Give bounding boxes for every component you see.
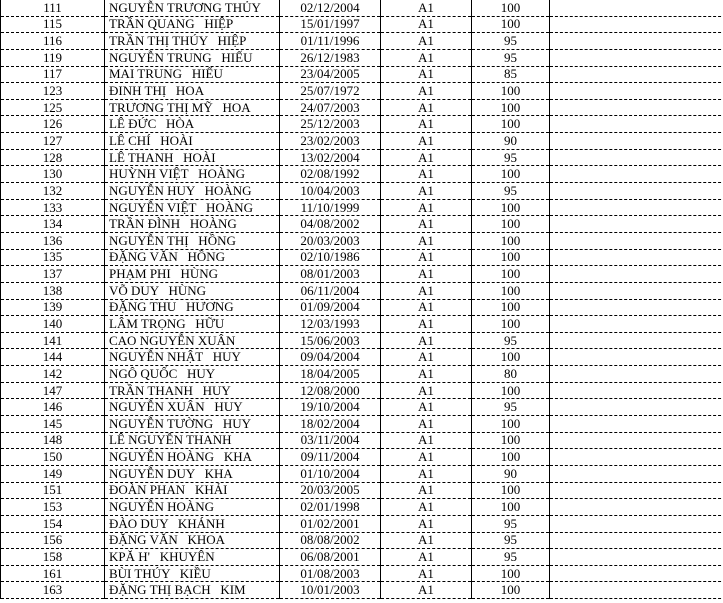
table-row (1, 549, 723, 566)
table-row (1, 116, 723, 133)
row-number-cell: 154 (1, 515, 105, 532)
empty-cell (550, 99, 723, 116)
table-row (1, 465, 723, 482)
empty-cell (550, 316, 723, 333)
full-name-cell: LÊ CHÍ HOÀI (105, 133, 280, 150)
row-number-cell: 128 (1, 149, 105, 166)
level-cell: A1 (381, 249, 472, 266)
row-number-cell: 119 (1, 49, 105, 66)
level-cell: A1 (381, 83, 472, 100)
birth-date-cell: 18/02/2004 (280, 416, 381, 433)
birth-date-cell: 20/03/2005 (280, 482, 381, 499)
level-cell: A1 (381, 366, 472, 383)
level-cell: A1 (381, 16, 472, 33)
table-row (1, 249, 723, 266)
level-cell: A1 (381, 499, 472, 516)
full-name-cell: NGUYỄN XUÂN HUY (105, 399, 280, 416)
empty-cell (550, 83, 723, 100)
level-cell: A1 (381, 482, 472, 499)
empty-cell (550, 216, 723, 233)
row-number-cell: 137 (1, 266, 105, 283)
empty-cell (550, 33, 723, 50)
full-name-cell: TRẦN QUANG HIỆP (105, 16, 280, 33)
level-cell: A1 (381, 116, 472, 133)
birth-date-cell: 26/12/1983 (280, 49, 381, 66)
birth-date-cell: 23/04/2005 (280, 66, 381, 83)
score-cell: 90 (472, 133, 550, 150)
row-number-cell: 139 (1, 299, 105, 316)
empty-cell (550, 0, 723, 16)
table-row (1, 216, 723, 233)
row-number-cell: 135 (1, 249, 105, 266)
table-row (1, 416, 723, 433)
row-number-cell: 141 (1, 332, 105, 349)
full-name-cell: ĐÀO DUY KHÁNH (105, 515, 280, 532)
table-row (1, 399, 723, 416)
row-number-cell: 148 (1, 432, 105, 449)
table-row (1, 149, 723, 166)
score-cell: 95 (472, 532, 550, 549)
empty-cell (550, 66, 723, 83)
full-name-cell: LÊ THANH HOÀI (105, 149, 280, 166)
row-number-cell: 125 (1, 99, 105, 116)
table-row (1, 199, 723, 216)
full-name-cell: NGÔ QUỐC HUY (105, 366, 280, 383)
table-row (1, 83, 723, 100)
score-cell: 100 (472, 166, 550, 183)
full-name-cell: TRẦN ĐÌNH HOÀNG (105, 216, 280, 233)
level-cell: A1 (381, 66, 472, 83)
empty-cell (550, 465, 723, 482)
birth-date-cell: 25/12/2003 (280, 116, 381, 133)
level-cell: A1 (381, 565, 472, 582)
full-name-cell: ĐẶNG THU HƯƠNG (105, 299, 280, 316)
table-row (1, 299, 723, 316)
birth-date-cell: 25/07/1972 (280, 83, 381, 100)
level-cell: A1 (381, 282, 472, 299)
table-row (1, 49, 723, 66)
score-cell: 95 (472, 399, 550, 416)
score-cell: 100 (472, 216, 550, 233)
full-name-cell: MAI TRUNG HIẾU (105, 66, 280, 83)
full-name-cell: LÊ NGUYỄN THANH (105, 432, 280, 449)
level-cell: A1 (381, 316, 472, 333)
score-cell: 100 (472, 99, 550, 116)
level-cell: A1 (381, 199, 472, 216)
empty-cell (550, 16, 723, 33)
score-cell: 95 (472, 149, 550, 166)
empty-cell (550, 166, 723, 183)
level-cell: A1 (381, 332, 472, 349)
level-cell: A1 (381, 183, 472, 200)
row-number-cell: 146 (1, 399, 105, 416)
empty-cell (550, 432, 723, 449)
row-number-cell: 133 (1, 199, 105, 216)
score-cell: 100 (472, 199, 550, 216)
birth-date-cell: 01/09/2004 (280, 299, 381, 316)
score-cell: 100 (472, 416, 550, 433)
full-name-cell: NGUYỄN HOÀNG (105, 499, 280, 516)
row-number-cell: 134 (1, 216, 105, 233)
level-cell: A1 (381, 33, 472, 50)
score-cell: 85 (472, 66, 550, 83)
score-cell: 100 (472, 482, 550, 499)
birth-date-cell: 02/12/2004 (280, 0, 381, 16)
birth-date-cell: 06/11/2004 (280, 282, 381, 299)
score-cell: 100 (472, 299, 550, 316)
level-cell: A1 (381, 0, 472, 16)
row-number-cell: 132 (1, 183, 105, 200)
table-row (1, 16, 723, 33)
table-row (1, 266, 723, 283)
score-cell: 100 (472, 565, 550, 582)
score-cell: 95 (472, 549, 550, 566)
row-number-cell: 123 (1, 83, 105, 100)
birth-date-cell: 12/03/1993 (280, 316, 381, 333)
full-name-cell: VÕ DUY HÙNG (105, 282, 280, 299)
row-number-cell: 149 (1, 465, 105, 482)
row-number-cell: 151 (1, 482, 105, 499)
table-row (1, 66, 723, 83)
birth-date-cell: 19/10/2004 (280, 399, 381, 416)
table-row (1, 282, 723, 299)
score-cell: 100 (472, 266, 550, 283)
birth-date-cell: 02/01/1998 (280, 499, 381, 516)
empty-cell (550, 549, 723, 566)
full-name-cell: TRẦN THANH HUY (105, 382, 280, 399)
level-cell: A1 (381, 416, 472, 433)
full-name-cell: NGUYỄN VIỆT HOÀNG (105, 199, 280, 216)
score-cell: 100 (472, 232, 550, 249)
score-cell: 80 (472, 366, 550, 383)
row-number-cell: 116 (1, 33, 105, 50)
score-cell: 95 (472, 332, 550, 349)
table-row (1, 482, 723, 499)
full-name-cell: CAO NGUYỄN XUÂN (105, 332, 280, 349)
table-row (1, 349, 723, 366)
full-name-cell: TRẦN THỊ THÚY HIỆP (105, 33, 280, 50)
row-number-cell: 117 (1, 66, 105, 83)
empty-cell (550, 149, 723, 166)
empty-cell (550, 482, 723, 499)
table-row (1, 0, 723, 16)
score-cell: 100 (472, 16, 550, 33)
score-cell: 100 (472, 282, 550, 299)
score-cell: 100 (472, 432, 550, 449)
score-cell: 100 (472, 316, 550, 333)
table-row (1, 432, 723, 449)
level-cell: A1 (381, 515, 472, 532)
full-name-cell: BÙI THÚY KIỀU (105, 565, 280, 582)
score-cell: 100 (472, 83, 550, 100)
empty-cell (550, 249, 723, 266)
birth-date-cell: 13/02/2004 (280, 149, 381, 166)
birth-date-cell: 09/11/2004 (280, 449, 381, 466)
full-name-cell: NGUYỄN TRUNG HIẾU (105, 49, 280, 66)
table-row (1, 532, 723, 549)
level-cell: A1 (381, 532, 472, 549)
empty-cell (550, 582, 723, 599)
table-row (1, 183, 723, 200)
level-cell: A1 (381, 399, 472, 416)
table-row (1, 133, 723, 150)
score-cell: 100 (472, 499, 550, 516)
row-number-cell: 136 (1, 232, 105, 249)
birth-date-cell: 01/11/1996 (280, 33, 381, 50)
level-cell: A1 (381, 232, 472, 249)
empty-cell (550, 133, 723, 150)
score-cell: 100 (472, 116, 550, 133)
score-cell: 100 (472, 382, 550, 399)
level-cell: A1 (381, 216, 472, 233)
full-name-cell: ĐẶNG VĂN KHOA (105, 532, 280, 549)
level-cell: A1 (381, 299, 472, 316)
empty-cell (550, 382, 723, 399)
full-name-cell: NGUYỄN TƯỜNG HUY (105, 416, 280, 433)
full-name-cell: ĐINH THỊ HOA (105, 83, 280, 100)
level-cell: A1 (381, 133, 472, 150)
level-cell: A1 (381, 166, 472, 183)
score-cell: 95 (472, 183, 550, 200)
birth-date-cell: 01/10/2004 (280, 465, 381, 482)
table-row (1, 565, 723, 582)
birth-date-cell: 15/01/1997 (280, 16, 381, 33)
table-row (1, 332, 723, 349)
full-name-cell: NGUYỄN HUY HOÀNG (105, 183, 280, 200)
table-row (1, 99, 723, 116)
empty-cell (550, 499, 723, 516)
empty-cell (550, 232, 723, 249)
level-cell: A1 (381, 582, 472, 599)
row-number-cell: 156 (1, 532, 105, 549)
birth-date-cell: 10/04/2003 (280, 183, 381, 200)
row-number-cell: 111 (1, 0, 105, 16)
level-cell: A1 (381, 49, 472, 66)
results-table-body (1, 0, 723, 599)
score-cell: 100 (472, 0, 550, 16)
row-number-cell: 140 (1, 316, 105, 333)
empty-cell (550, 449, 723, 466)
table-row (1, 232, 723, 249)
empty-cell (550, 399, 723, 416)
full-name-cell: ĐẶNG THỊ BẠCH KIM (105, 582, 280, 599)
full-name-cell: NGUYỄN THỊ HỒNG (105, 232, 280, 249)
row-number-cell: 147 (1, 382, 105, 399)
score-cell: 100 (472, 582, 550, 599)
full-name-cell: ĐẶNG VĂN HỒNG (105, 249, 280, 266)
score-cell: 95 (472, 49, 550, 66)
row-number-cell: 138 (1, 282, 105, 299)
birth-date-cell: 11/10/1999 (280, 199, 381, 216)
empty-cell (550, 266, 723, 283)
row-number-cell: 115 (1, 16, 105, 33)
row-number-cell: 145 (1, 416, 105, 433)
birth-date-cell: 08/01/2003 (280, 266, 381, 283)
score-cell: 100 (472, 249, 550, 266)
full-name-cell: NGUYỄN TRƯƠNG THỦY (105, 0, 280, 16)
score-cell: 100 (472, 449, 550, 466)
empty-cell (550, 282, 723, 299)
table-row (1, 582, 723, 599)
empty-cell (550, 49, 723, 66)
level-cell: A1 (381, 549, 472, 566)
birth-date-cell: 01/02/2001 (280, 515, 381, 532)
birth-date-cell: 10/01/2003 (280, 582, 381, 599)
level-cell: A1 (381, 465, 472, 482)
empty-cell (550, 416, 723, 433)
score-cell: 100 (472, 349, 550, 366)
birth-date-cell: 04/08/2002 (280, 216, 381, 233)
full-name-cell: NGUYỄN DUY KHA (105, 465, 280, 482)
empty-cell (550, 515, 723, 532)
table-row (1, 499, 723, 516)
empty-cell (550, 532, 723, 549)
level-cell: A1 (381, 432, 472, 449)
score-cell: 95 (472, 33, 550, 50)
score-cell: 90 (472, 465, 550, 482)
row-number-cell: 142 (1, 366, 105, 383)
level-cell: A1 (381, 382, 472, 399)
score-cell: 95 (472, 515, 550, 532)
empty-cell (550, 565, 723, 582)
row-number-cell: 150 (1, 449, 105, 466)
birth-date-cell: 23/02/2003 (280, 133, 381, 150)
table-row (1, 515, 723, 532)
table-row (1, 33, 723, 50)
table-row (1, 449, 723, 466)
birth-date-cell: 02/08/1992 (280, 166, 381, 183)
empty-cell (550, 183, 723, 200)
birth-date-cell: 09/04/2004 (280, 349, 381, 366)
empty-cell (550, 366, 723, 383)
full-name-cell: ĐOÀN PHAN KHẢI (105, 482, 280, 499)
full-name-cell: LÊ ĐỨC HÒA (105, 116, 280, 133)
row-number-cell: 163 (1, 582, 105, 599)
row-number-cell: 161 (1, 565, 105, 582)
birth-date-cell: 01/08/2003 (280, 565, 381, 582)
empty-cell (550, 116, 723, 133)
full-name-cell: PHẠM PHI HÙNG (105, 266, 280, 283)
birth-date-cell: 20/03/2003 (280, 232, 381, 249)
row-number-cell: 158 (1, 549, 105, 566)
row-number-cell: 153 (1, 499, 105, 516)
table-row (1, 366, 723, 383)
full-name-cell: NGUYỄN NHẬT HUY (105, 349, 280, 366)
table-row (1, 166, 723, 183)
full-name-cell: HUỲNH VIỆT HOÀNG (105, 166, 280, 183)
level-cell: A1 (381, 149, 472, 166)
table-row (1, 316, 723, 333)
birth-date-cell: 15/06/2003 (280, 332, 381, 349)
birth-date-cell: 24/07/2003 (280, 99, 381, 116)
level-cell: A1 (381, 266, 472, 283)
birth-date-cell: 06/08/2001 (280, 549, 381, 566)
birth-date-cell: 03/11/2004 (280, 432, 381, 449)
full-name-cell: NGUYỄN HOÀNG KHA (105, 449, 280, 466)
row-number-cell: 144 (1, 349, 105, 366)
empty-cell (550, 299, 723, 316)
birth-date-cell: 12/08/2000 (280, 382, 381, 399)
birth-date-cell: 08/08/2002 (280, 532, 381, 549)
empty-cell (550, 332, 723, 349)
full-name-cell: TRƯƠNG THỊ MỸ HOA (105, 99, 280, 116)
row-number-cell: 126 (1, 116, 105, 133)
level-cell: A1 (381, 99, 472, 116)
full-name-cell: KPĂ H' KHUYÊN (105, 549, 280, 566)
empty-cell (550, 199, 723, 216)
birth-date-cell: 18/04/2005 (280, 366, 381, 383)
birth-date-cell: 02/10/1986 (280, 249, 381, 266)
level-cell: A1 (381, 449, 472, 466)
row-number-cell: 130 (1, 166, 105, 183)
level-cell: A1 (381, 349, 472, 366)
row-number-cell: 127 (1, 133, 105, 150)
full-name-cell: LÂM TRỌNG HỮU (105, 316, 280, 333)
empty-cell (550, 349, 723, 366)
table-row (1, 382, 723, 399)
